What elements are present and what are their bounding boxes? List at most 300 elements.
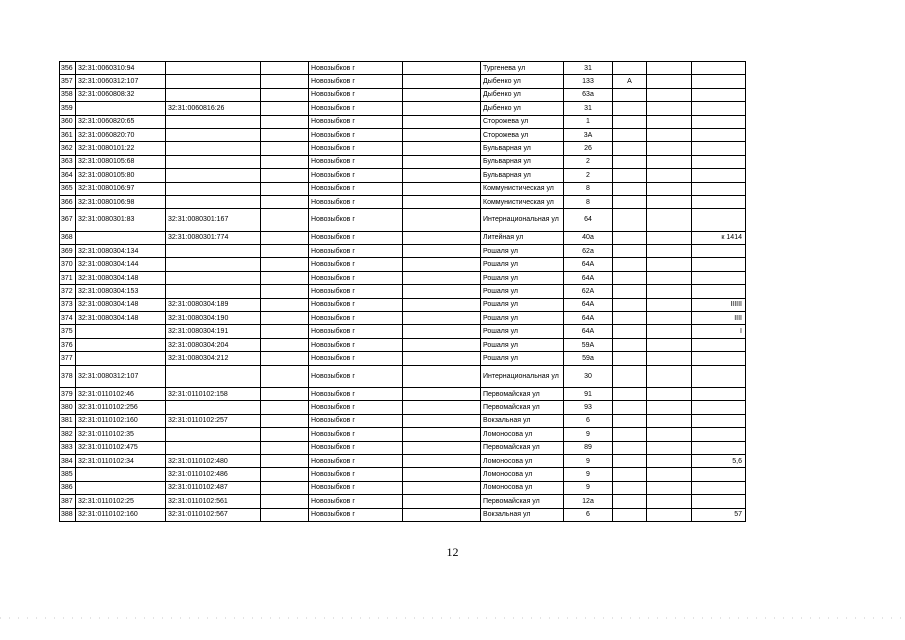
street-cell: Рошаля ул <box>481 325 564 338</box>
cadastral-number-cell: 32:31:0080106:98 <box>76 195 166 208</box>
empty-cell <box>403 298 481 311</box>
cadastral-number-cell <box>76 231 166 244</box>
empty-cell <box>403 169 481 182</box>
cadastral-number-cell: 32:31:0080304:148 <box>76 271 166 284</box>
empty-cell <box>261 231 309 244</box>
empty-cell <box>261 128 309 141</box>
premises-number-cell <box>692 245 746 258</box>
table-row <box>60 128 746 141</box>
house-number-cell: 2 <box>564 169 613 182</box>
premises-number-cell <box>692 258 746 271</box>
empty-cell <box>647 285 692 298</box>
street-cell: Ломоносова ул <box>481 481 564 494</box>
building-letter-cell <box>613 338 647 351</box>
table-row <box>60 414 746 427</box>
house-number-cell: 40а <box>564 231 613 244</box>
table-body <box>60 62 746 522</box>
building-letter-cell: А <box>613 75 647 88</box>
cadastral-number-cell: 32:31:0080106:97 <box>76 182 166 195</box>
table-row <box>60 495 746 508</box>
house-number-cell: 63а <box>564 88 613 101</box>
empty-cell <box>403 387 481 400</box>
building-letter-cell <box>613 352 647 365</box>
parent-cadastral-number-cell: 32:31:0060816:26 <box>166 102 261 115</box>
premises-number-cell <box>692 155 746 168</box>
table-row <box>60 338 746 351</box>
table-row <box>60 115 746 128</box>
row-number-cell: 371 <box>60 271 76 284</box>
street-cell: Интернациональная ул <box>481 209 564 231</box>
building-letter-cell <box>613 325 647 338</box>
street-cell: Первомайская ул <box>481 495 564 508</box>
house-number-cell: 93 <box>564 401 613 414</box>
house-number-cell: 6 <box>564 414 613 427</box>
parent-cadastral-number-cell <box>166 285 261 298</box>
house-number-cell: 64А <box>564 325 613 338</box>
premises-number-cell <box>692 195 746 208</box>
empty-cell <box>403 285 481 298</box>
empty-cell <box>647 414 692 427</box>
empty-cell <box>403 155 481 168</box>
cadastral-number-cell: 32:31:0080304:153 <box>76 285 166 298</box>
row-number-cell: 373 <box>60 298 76 311</box>
house-number-cell: 6 <box>564 508 613 521</box>
parent-cadastral-number-cell: 32:31:0080304:191 <box>166 325 261 338</box>
premises-number-cell <box>692 102 746 115</box>
city-cell: Новозыбков г <box>309 209 403 231</box>
empty-cell <box>403 195 481 208</box>
table-row <box>60 352 746 365</box>
table-row <box>60 312 746 325</box>
building-letter-cell <box>613 128 647 141</box>
row-number-cell: 363 <box>60 155 76 168</box>
city-cell: Новозыбков г <box>309 142 403 155</box>
city-cell: Новозыбков г <box>309 271 403 284</box>
cadastral-number-cell: 32:31:0110102:34 <box>76 454 166 467</box>
parent-cadastral-number-cell: 32:31:0110102:486 <box>166 468 261 481</box>
empty-cell <box>403 258 481 271</box>
parent-cadastral-number-cell <box>166 401 261 414</box>
empty-cell <box>403 468 481 481</box>
row-number-cell: 357 <box>60 75 76 88</box>
street-cell: Рошаля ул <box>481 298 564 311</box>
building-letter-cell <box>613 182 647 195</box>
cadastral-number-cell <box>76 325 166 338</box>
premises-number-cell <box>692 115 746 128</box>
empty-cell <box>261 441 309 454</box>
premises-number-cell <box>692 414 746 427</box>
row-number-cell: 376 <box>60 338 76 351</box>
street-cell: Литейная ул <box>481 231 564 244</box>
row-number-cell: 385 <box>60 468 76 481</box>
city-cell: Новозыбков г <box>309 325 403 338</box>
building-letter-cell <box>613 62 647 75</box>
scan-artifact-line <box>0 617 905 619</box>
empty-cell <box>403 365 481 387</box>
city-cell: Новозыбков г <box>309 508 403 521</box>
premises-number-cell <box>692 365 746 387</box>
page-number: 12 <box>446 545 459 559</box>
premises-number-cell <box>692 401 746 414</box>
premises-number-cell <box>692 495 746 508</box>
table-row <box>60 155 746 168</box>
city-cell: Новозыбков г <box>309 231 403 244</box>
building-letter-cell <box>613 312 647 325</box>
city-cell: Новозыбков г <box>309 115 403 128</box>
empty-cell <box>261 401 309 414</box>
empty-cell <box>647 338 692 351</box>
row-number-cell: 364 <box>60 169 76 182</box>
row-number-cell: 383 <box>60 441 76 454</box>
street-cell: Рошаля ул <box>481 338 564 351</box>
street-cell: Рошаля ул <box>481 352 564 365</box>
parent-cadastral-number-cell: 32:31:0080304:190 <box>166 312 261 325</box>
empty-cell <box>647 62 692 75</box>
registry-table <box>59 61 746 522</box>
building-letter-cell <box>613 428 647 441</box>
empty-cell <box>647 88 692 101</box>
empty-cell <box>403 508 481 521</box>
cadastral-number-cell <box>76 102 166 115</box>
building-letter-cell <box>613 88 647 101</box>
empty-cell <box>261 142 309 155</box>
house-number-cell: 8 <box>564 195 613 208</box>
street-cell: Рошаля ул <box>481 285 564 298</box>
row-number-cell: 359 <box>60 102 76 115</box>
city-cell: Новозыбков г <box>309 298 403 311</box>
row-number-cell: 379 <box>60 387 76 400</box>
street-cell: Бульварная ул <box>481 142 564 155</box>
building-letter-cell <box>613 508 647 521</box>
empty-cell <box>647 182 692 195</box>
empty-cell <box>261 414 309 427</box>
cadastral-number-cell: 32:31:0060808:32 <box>76 88 166 101</box>
empty-cell <box>647 231 692 244</box>
building-letter-cell <box>613 454 647 467</box>
empty-cell <box>647 169 692 182</box>
building-letter-cell <box>613 387 647 400</box>
house-number-cell: 89 <box>564 441 613 454</box>
building-letter-cell <box>613 115 647 128</box>
empty-cell <box>403 352 481 365</box>
building-letter-cell <box>613 495 647 508</box>
house-number-cell: 26 <box>564 142 613 155</box>
house-number-cell: 9 <box>564 428 613 441</box>
cadastral-number-cell: 32:31:0080105:80 <box>76 169 166 182</box>
empty-cell <box>261 312 309 325</box>
house-number-cell: 62а <box>564 245 613 258</box>
empty-cell <box>261 352 309 365</box>
premises-number-cell <box>692 128 746 141</box>
empty-cell <box>403 115 481 128</box>
house-number-cell: 133 <box>564 75 613 88</box>
building-letter-cell <box>613 401 647 414</box>
empty-cell <box>647 495 692 508</box>
table-row <box>60 468 746 481</box>
building-letter-cell <box>613 441 647 454</box>
row-number-cell: 374 <box>60 312 76 325</box>
cadastral-number-cell: 32:31:0080312:107 <box>76 365 166 387</box>
row-number-cell: 368 <box>60 231 76 244</box>
building-letter-cell <box>613 258 647 271</box>
parent-cadastral-number-cell: 32:31:0080304:189 <box>166 298 261 311</box>
parent-cadastral-number-cell: 32:31:0110102:480 <box>166 454 261 467</box>
parent-cadastral-number-cell: 32:31:0110102:567 <box>166 508 261 521</box>
premises-number-cell: 5,6 <box>692 454 746 467</box>
street-cell: Ломоносова ул <box>481 454 564 467</box>
parent-cadastral-number-cell: 32:31:0080301:774 <box>166 231 261 244</box>
building-letter-cell <box>613 231 647 244</box>
row-number-cell: 358 <box>60 88 76 101</box>
building-letter-cell <box>613 414 647 427</box>
empty-cell <box>261 182 309 195</box>
table-row <box>60 75 746 88</box>
empty-cell <box>647 258 692 271</box>
parent-cadastral-number-cell <box>166 115 261 128</box>
empty-cell <box>647 75 692 88</box>
empty-cell <box>403 209 481 231</box>
table-row <box>60 481 746 494</box>
building-letter-cell <box>613 169 647 182</box>
premises-number-cell <box>692 285 746 298</box>
empty-cell <box>647 128 692 141</box>
table-row <box>60 258 746 271</box>
empty-cell <box>647 365 692 387</box>
cadastral-number-cell: 32:31:0080304:134 <box>76 245 166 258</box>
cadastral-number-cell: 32:31:0110102:46 <box>76 387 166 400</box>
row-number-cell: 384 <box>60 454 76 467</box>
row-number-cell: 372 <box>60 285 76 298</box>
parent-cadastral-number-cell: 32:31:0110102:561 <box>166 495 261 508</box>
house-number-cell: 59а <box>564 352 613 365</box>
building-letter-cell <box>613 195 647 208</box>
table-row <box>60 387 746 400</box>
building-letter-cell <box>613 285 647 298</box>
house-number-cell: 62А <box>564 285 613 298</box>
empty-cell <box>261 102 309 115</box>
city-cell: Новозыбков г <box>309 338 403 351</box>
cadastral-number-cell: 32:31:0110102:25 <box>76 495 166 508</box>
parent-cadastral-number-cell <box>166 245 261 258</box>
building-letter-cell <box>613 271 647 284</box>
cadastral-number-cell: 32:31:0080304:144 <box>76 258 166 271</box>
house-number-cell: 64 <box>564 209 613 231</box>
premises-number-cell <box>692 428 746 441</box>
empty-cell <box>647 245 692 258</box>
empty-cell <box>261 481 309 494</box>
empty-cell <box>647 195 692 208</box>
empty-cell <box>403 454 481 467</box>
parent-cadastral-number-cell <box>166 155 261 168</box>
empty-cell <box>261 365 309 387</box>
cadastral-number-cell: 32:31:0080304:148 <box>76 312 166 325</box>
row-number-cell: 386 <box>60 481 76 494</box>
parent-cadastral-number-cell <box>166 169 261 182</box>
empty-cell <box>647 468 692 481</box>
row-number-cell: 356 <box>60 62 76 75</box>
cadastral-number-cell <box>76 338 166 351</box>
cadastral-number-cell: 32:31:0060820:70 <box>76 128 166 141</box>
cadastral-number-cell <box>76 468 166 481</box>
house-number-cell: 8 <box>564 182 613 195</box>
empty-cell <box>403 428 481 441</box>
street-cell: Первомайская ул <box>481 401 564 414</box>
premises-number-cell: IIII <box>692 312 746 325</box>
table-row <box>60 62 746 75</box>
empty-cell <box>403 88 481 101</box>
row-number-cell: 362 <box>60 142 76 155</box>
city-cell: Новозыбков г <box>309 454 403 467</box>
parent-cadastral-number-cell <box>166 88 261 101</box>
house-number-cell: 30 <box>564 365 613 387</box>
empty-cell <box>403 325 481 338</box>
empty-cell <box>647 401 692 414</box>
empty-cell <box>261 62 309 75</box>
table-row <box>60 298 746 311</box>
parent-cadastral-number-cell <box>166 195 261 208</box>
empty-cell <box>261 495 309 508</box>
street-cell: Интернациональная ул <box>481 365 564 387</box>
empty-cell <box>261 195 309 208</box>
table-row <box>60 209 746 231</box>
city-cell: Новозыбков г <box>309 352 403 365</box>
empty-cell <box>261 454 309 467</box>
city-cell: Новозыбков г <box>309 428 403 441</box>
empty-cell <box>261 155 309 168</box>
building-letter-cell <box>613 365 647 387</box>
empty-cell <box>261 468 309 481</box>
cadastral-number-cell: 32:31:0110102:35 <box>76 428 166 441</box>
city-cell: Новозыбков г <box>309 441 403 454</box>
building-letter-cell <box>613 209 647 231</box>
cadastral-number-cell: 32:31:0080301:83 <box>76 209 166 231</box>
city-cell: Новозыбков г <box>309 155 403 168</box>
empty-cell <box>403 495 481 508</box>
table-row <box>60 142 746 155</box>
table-row <box>60 231 746 244</box>
empty-cell <box>647 142 692 155</box>
street-cell: Сторожева ул <box>481 128 564 141</box>
empty-cell <box>261 88 309 101</box>
house-number-cell: 59А <box>564 338 613 351</box>
city-cell: Новозыбков г <box>309 285 403 298</box>
parent-cadastral-number-cell: 32:31:0080301:167 <box>166 209 261 231</box>
premises-number-cell <box>692 62 746 75</box>
row-number-cell: 360 <box>60 115 76 128</box>
empty-cell <box>403 128 481 141</box>
row-number-cell: 377 <box>60 352 76 365</box>
city-cell: Новозыбков г <box>309 128 403 141</box>
premises-number-cell <box>692 182 746 195</box>
city-cell: Новозыбков г <box>309 245 403 258</box>
table-row <box>60 508 746 521</box>
premises-number-cell <box>692 352 746 365</box>
row-number-cell: 382 <box>60 428 76 441</box>
table-row <box>60 454 746 467</box>
empty-cell <box>261 428 309 441</box>
empty-cell <box>403 441 481 454</box>
cadastral-number-cell: 32:31:0060312:107 <box>76 75 166 88</box>
city-cell: Новозыбков г <box>309 401 403 414</box>
premises-number-cell <box>692 75 746 88</box>
parent-cadastral-number-cell <box>166 62 261 75</box>
empty-cell <box>647 155 692 168</box>
empty-cell <box>261 508 309 521</box>
house-number-cell: 9 <box>564 468 613 481</box>
empty-cell <box>403 182 481 195</box>
table-row <box>60 88 746 101</box>
street-cell: Вокзальная ул <box>481 414 564 427</box>
empty-cell <box>261 245 309 258</box>
city-cell: Новозыбков г <box>309 75 403 88</box>
parent-cadastral-number-cell <box>166 365 261 387</box>
building-letter-cell <box>613 245 647 258</box>
city-cell: Новозыбков г <box>309 365 403 387</box>
empty-cell <box>261 258 309 271</box>
city-cell: Новозыбков г <box>309 62 403 75</box>
building-letter-cell <box>613 102 647 115</box>
street-cell: Рошаля ул <box>481 312 564 325</box>
premises-number-cell <box>692 441 746 454</box>
building-letter-cell <box>613 298 647 311</box>
parent-cadastral-number-cell <box>166 271 261 284</box>
empty-cell <box>647 481 692 494</box>
empty-cell <box>403 245 481 258</box>
city-cell: Новозыбков г <box>309 414 403 427</box>
table-row <box>60 195 746 208</box>
table-row <box>60 401 746 414</box>
empty-cell <box>403 142 481 155</box>
house-number-cell: 31 <box>564 62 613 75</box>
empty-cell <box>403 271 481 284</box>
premises-number-cell <box>692 271 746 284</box>
city-cell: Новозыбков г <box>309 102 403 115</box>
cadastral-number-cell: 32:31:0110102:256 <box>76 401 166 414</box>
city-cell: Новозыбков г <box>309 88 403 101</box>
premises-number-cell <box>692 209 746 231</box>
cadastral-number-cell: 32:31:0080304:148 <box>76 298 166 311</box>
table-row <box>60 325 746 338</box>
cadastral-number-cell: 32:31:0060820:65 <box>76 115 166 128</box>
empty-cell <box>647 102 692 115</box>
row-number-cell: 388 <box>60 508 76 521</box>
empty-cell <box>403 338 481 351</box>
cadastral-number-cell: 32:31:0110102:475 <box>76 441 166 454</box>
table-row <box>60 182 746 195</box>
empty-cell <box>647 428 692 441</box>
street-cell: Первомайская ул <box>481 441 564 454</box>
street-cell: Дыбенко ул <box>481 88 564 101</box>
empty-cell <box>261 325 309 338</box>
empty-cell <box>647 298 692 311</box>
building-letter-cell <box>613 142 647 155</box>
house-number-cell: 64А <box>564 298 613 311</box>
house-number-cell: 91 <box>564 387 613 400</box>
table-row <box>60 365 746 387</box>
table-row <box>60 169 746 182</box>
empty-cell <box>647 352 692 365</box>
city-cell: Новозыбков г <box>309 195 403 208</box>
row-number-cell: 370 <box>60 258 76 271</box>
parent-cadastral-number-cell <box>166 258 261 271</box>
parent-cadastral-number-cell: 32:31:0110102:257 <box>166 414 261 427</box>
premises-number-cell <box>692 88 746 101</box>
cadastral-number-cell: 32:31:0080105:68 <box>76 155 166 168</box>
parent-cadastral-number-cell <box>166 182 261 195</box>
premises-number-cell <box>692 169 746 182</box>
street-cell: Рошаля ул <box>481 258 564 271</box>
cadastral-number-cell: 32:31:0110102:160 <box>76 414 166 427</box>
